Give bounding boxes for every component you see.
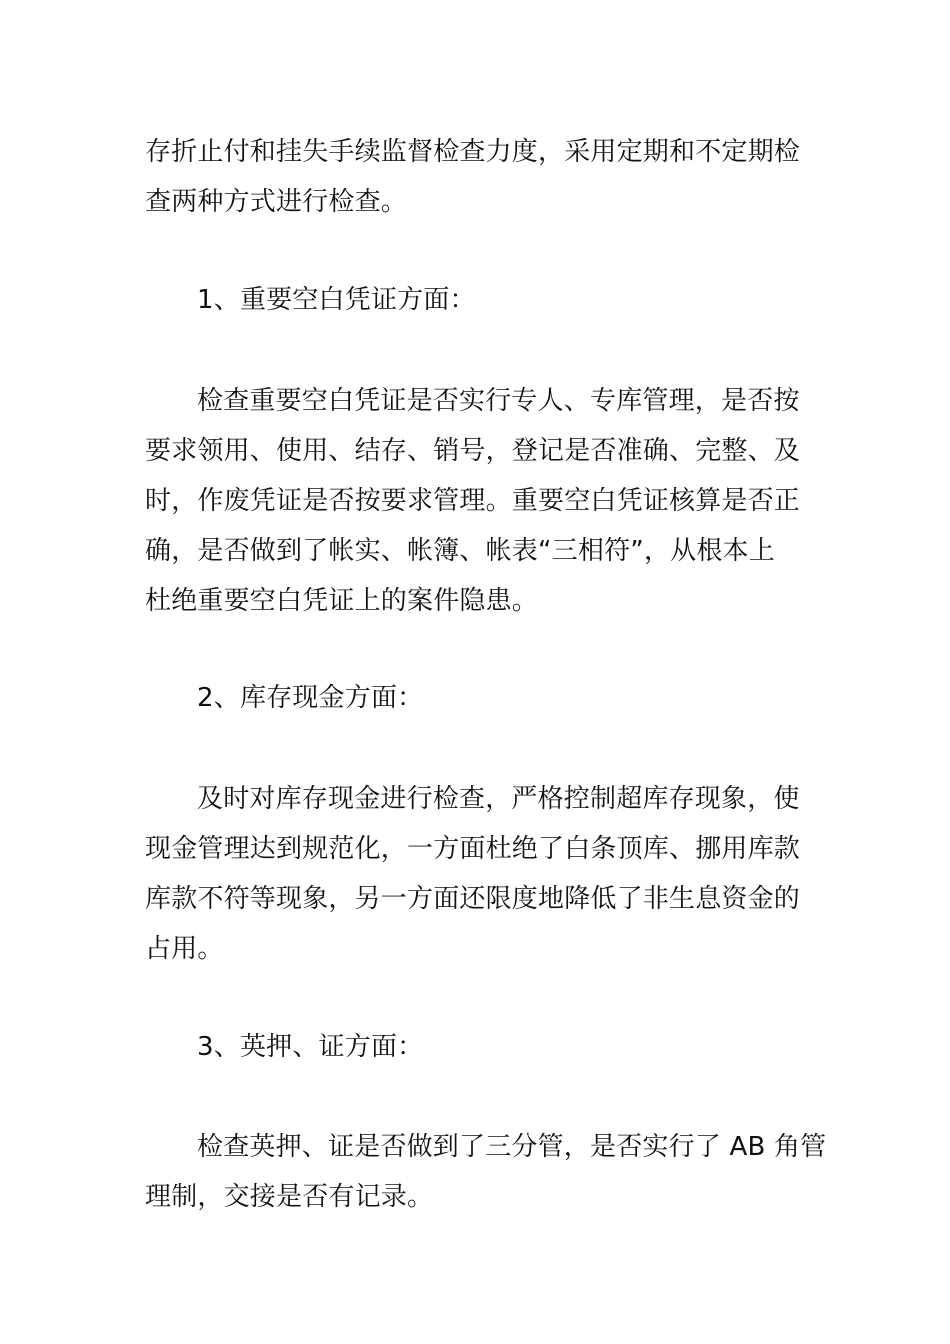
- paragraph-line: 查两种方式进行检查。: [145, 187, 408, 217]
- section-heading: 1、重要空白凭证方面：: [197, 285, 476, 315]
- section-heading: 3、英押、证方面：: [197, 1032, 424, 1062]
- paragraph-line: 时，作废凭证是否按要求管理。重要空白凭证核算是否正: [145, 486, 801, 516]
- section-heading: 2、库存现金方面：: [197, 683, 424, 713]
- paragraph-line: 检查重要空白凭证是否实行专人、专库管理，是否按: [197, 386, 800, 416]
- paragraph-line: 检查英押、证是否做到了三分管，是否实行了 AB 角管: [197, 1132, 827, 1162]
- paragraph-line: 存折止付和挂失手续监督检查力度，采用定期和不定期检: [145, 137, 801, 167]
- paragraph-line: 现金管理达到规范化，一方面杜绝了白条顶库、挪用库款: [145, 834, 801, 864]
- paragraph-line: 及时对库存现金进行检查，严格控制超库存现象，使: [197, 784, 800, 814]
- paragraph-line: 确，是否做到了帐实、帐簿、帐表“三相符”，从根本上: [145, 536, 775, 566]
- paragraph-line: 库款不符等现象，另一方面还限度地降低了非生息资金的: [145, 884, 801, 914]
- paragraph-line: 要求领用、使用、结存、销号，登记是否准确、完整、及: [145, 436, 801, 466]
- paragraph-line: 理制，交接是否有记录。: [145, 1182, 434, 1212]
- paragraph-line: 杜绝重要空白凭证上的案件隐患。: [145, 586, 539, 616]
- paragraph-line: 占用。: [145, 934, 224, 964]
